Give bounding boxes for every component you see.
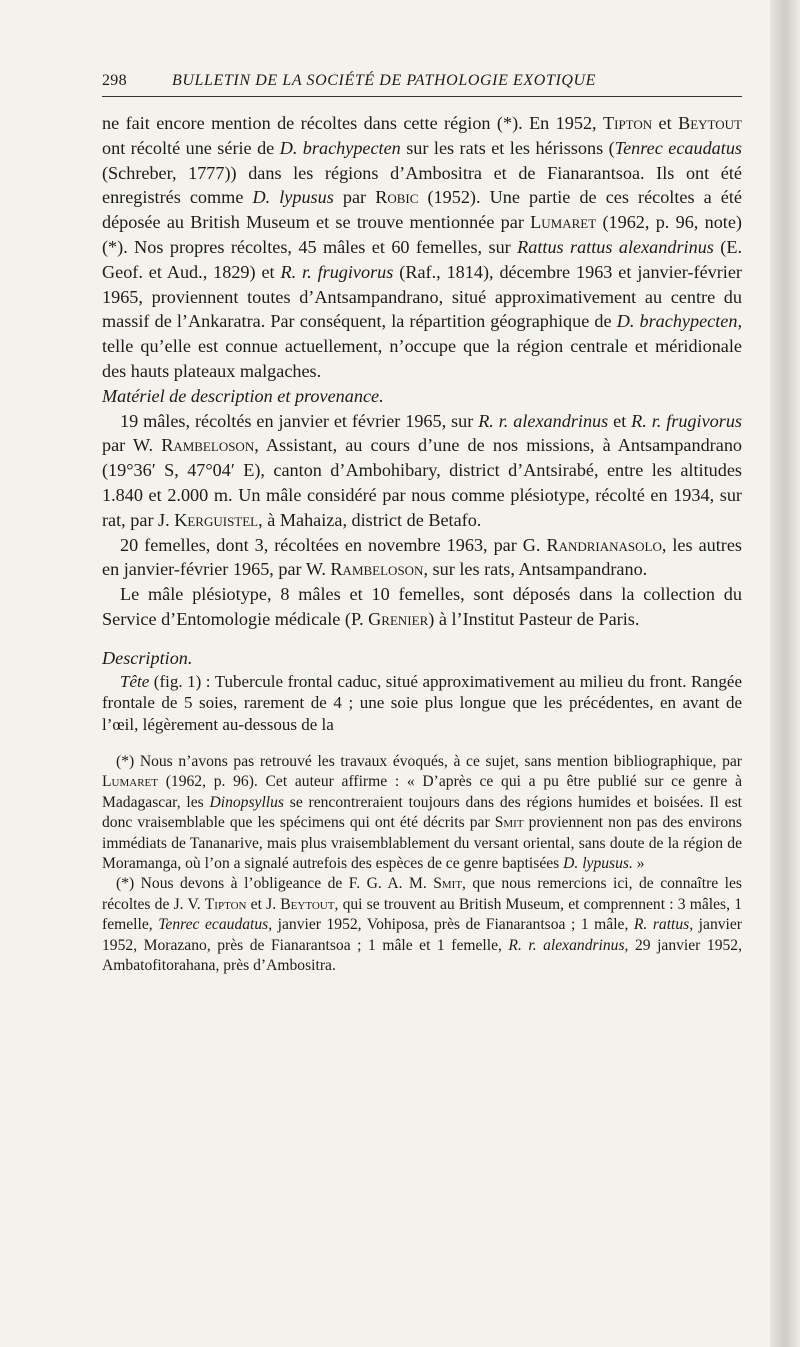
species-name: Tenrec ecaudatus (614, 137, 742, 158)
author-name: Lumaret (530, 212, 597, 233)
footnote-1: (*) Nous n’avons pas retrouvé les travaux évoqués, à ce sujet, sans mention bibliographique, par Lumaret (1962, p. 96). Cet auteur affirme : « D’après ce qui a pu être publié sur ce genre à Madagascar, les Dinopsyllus se rencontreraient toujours dans des régions humides et boisées. Il est donc vraisemblable que les spécimens qui ont été décrits par Smit proviennent non pas des environs immédiats de Tananarive, mais plus vraisemblablement du versant oriental, sans doute de la région de Moramanga, où l’on a signalé autrefois des espèces de ce genre baptisées D. lypusus. » (102, 752, 743, 872)
author-name: Tipton (603, 113, 653, 133)
species-name: D. brachypecten, (616, 311, 742, 332)
author-name: Grenier (368, 608, 429, 629)
author-name: Lumaret (102, 773, 158, 791)
species-name: R. r. frugivorus (631, 410, 742, 431)
author-name: Smit (494, 814, 524, 832)
description-tete-paragraph: Tête (fig. 1) : Tubercule frontal caduc, situé approximativement au milieu du front. Rangée frontale de 5 soies, rarement de 4 ; une soie plus longue que les précédentes, en avant de l’œil, légèrement au-dessous de la (102, 671, 742, 735)
author-name: Beytout (280, 895, 335, 913)
author-name: Kerguistel (174, 509, 259, 530)
running-head (102, 72, 742, 97)
journal-page (102, 72, 742, 976)
intro-paragraph: ne fait encore mention de récoltes dans cette région (*). En 1952, Tipton et Beytout ont récolté une série de D. brachypecten sur les rats et les hérissons (Tenrec ecaudatus (Schreber, 1777)) dans les régions d’Ambositra et de Fianarantsoa. Ils ont été enregistrés comme D. lypusus par Robic (1952). Une partie de ces récoltes a été déposée au British Museum et se trouve mentionnée par Lumaret (1962, p. 96, note) (*). Nos propres récoltes, 45 mâles et 60 femelles, sur Rattus rattus alexandrinus (E. Geof. et Aud., 1829) et R. r. frugivorus (Raf., 1814), décembre 1963 et janvier-février 1965, proviennent toutes d’Antsampandrano, situé approximativement au centre du massif de l’Ankaratra. Par conséquent, la répartition géographique de D. brachypecten, telle qu’elle est connue actuellement, n’occupe que la région centrale et méridionale des hauts plateaux malgaches. (102, 113, 743, 381)
species-name: R. r. alexandrinus, (508, 936, 629, 954)
author-name: Randrianasolo (546, 534, 662, 555)
footnotes (102, 752, 742, 976)
species-name: D. lypusus (252, 187, 334, 208)
journal-title: BULLETIN DE LA SOCIÉTÉ DE PATHOLOGIE EXOTIQUE (172, 72, 597, 89)
author-name: Rambeloson (161, 435, 255, 456)
species-name: R. rattus, (633, 916, 694, 934)
author-name: Rambeloson (330, 559, 424, 580)
page-edge-shadow (770, 0, 800, 1347)
species-name: R. r. alexandrinus (478, 410, 609, 431)
species-name: R. r. frugivorus (280, 261, 394, 282)
page-number: 298 (102, 72, 127, 89)
body-text (102, 111, 742, 736)
species-name: D. brachypecten (279, 137, 401, 158)
author-name: Beytout (678, 113, 742, 133)
species-name: Dinopsyllus (209, 793, 284, 811)
species-name: D. lypusus. (563, 854, 633, 872)
author-name: Smit (433, 875, 463, 893)
materiel-deposit-paragraph: Le mâle plésiotype, 8 mâles et 10 femelles, sont déposés dans la collection du Service d’Entomologie médicale (P. Grenier) à l’Institut Pasteur de Paris. (102, 584, 742, 629)
footnote-2: (*) Nous devons à l’obligeance de F. G. A. M. Smit, que nous remercions ici, de connaître les récoltes de J. V. Tipton et J. Beytout, qui se trouvent au British Museum, et comprennent : 3 mâles, 1 femelle, Tenrec ecaudatus, janvier 1952, Vohiposa, près de Fianarantsoa ; 1 mâle, R. rattus, janvier 1952, Morazano, près de Fianarantsoa ; 1 mâle et 1 femelle, R. r. alexandrinus, 29 janvier 1952, Ambatofitorahana, près d’Ambositra. (102, 875, 742, 974)
tete-label: Tête (120, 671, 150, 691)
author-name: Robic (375, 187, 419, 208)
species-name: Rattus rattus alexandrinus (517, 236, 714, 257)
materiel-males-paragraph: 19 mâles, récoltés en janvier et février 1965, sur R. r. alexandrinus et R. r. frugivorus par W. Rambeloson, Assistant, au cours d’une de nos missions, à Antsampandrano (19°36′ S, 47°04′ E), canton d’Ambohibary, district d’Antsirabé, entre les altitudes 1.840 et 2.000 m. Un mâle considéré par nous comme plésiotype, récolté en 1934, sur rat, par J. Kerguistel, à Mahaiza, district de Betafo. (102, 410, 743, 530)
author-name: Tipton (204, 895, 247, 913)
materiel-heading: Matériel de description et provenance. (102, 385, 384, 406)
description-heading: Description. (102, 647, 193, 668)
materiel-females-paragraph: 20 femelles, dont 3, récoltées en novembre 1963, par G. Randrianasolo, les autres en janvier-février 1965, par W. Rambeloson, sur les rats, Antsampandrano. (102, 534, 742, 580)
species-name: Tenrec ecaudatus, (158, 916, 273, 934)
